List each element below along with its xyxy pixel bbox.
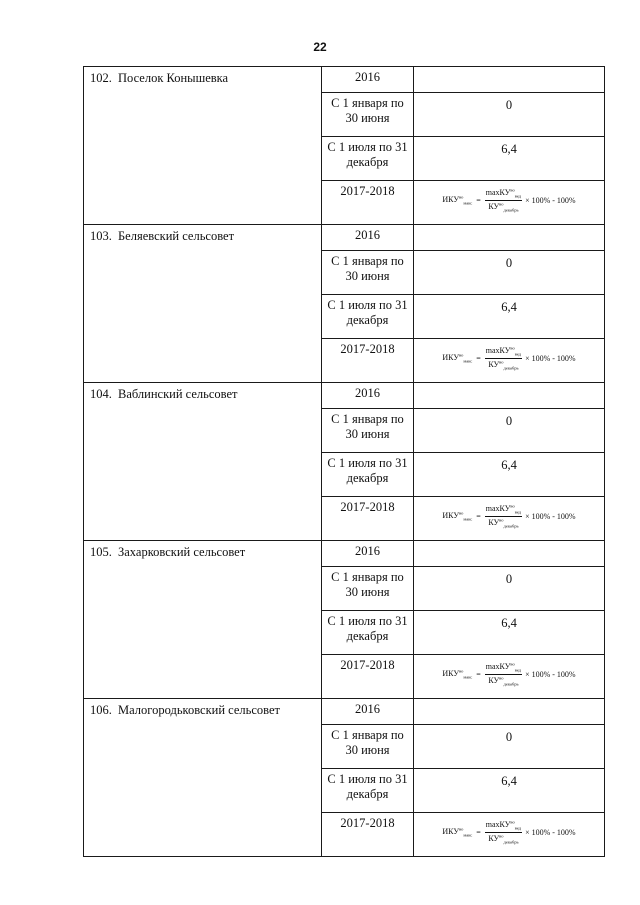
period-cell: 2016: [322, 67, 414, 93]
period-cell: С 1 января по 30 июня: [322, 93, 414, 137]
period-cell: С 1 июля по 31 декабря: [322, 453, 414, 497]
row-number: 106.: [90, 703, 112, 717]
value-cell: 0: [414, 409, 605, 453]
formula-numerator: maxКУ$^{во}_{вед}$: [485, 345, 522, 357]
period-cell: 2017-2018: [322, 813, 414, 857]
formula-tail: × 100% - 100%: [525, 669, 576, 679]
row-number: 103.: [90, 229, 112, 243]
value-cell-empty: [414, 383, 605, 409]
formula-equals: =: [476, 195, 481, 205]
formula-numerator: maxКУ$^{во}_{вед}$: [485, 187, 522, 199]
municipality-name: Беляевский сельсовет: [118, 229, 235, 243]
formula-lhs: $ИКУ^{во}_{макс}$: [442, 194, 473, 206]
formula-tail: × 100% - 100%: [525, 511, 576, 521]
value-cell: 6,4: [414, 611, 605, 655]
formula-fraction: [485, 820, 522, 844]
formula-cell: [414, 655, 605, 699]
formula: [416, 504, 602, 528]
row-number: 104.: [90, 387, 112, 401]
formula-tail: × 100% - 100%: [525, 827, 576, 837]
table-row: [84, 699, 605, 725]
municipality-cell: [84, 383, 322, 541]
table-row: [84, 225, 605, 251]
formula-equals: =: [476, 511, 481, 521]
period-cell: 2016: [322, 541, 414, 567]
period-cell: С 1 июля по 31 декабря: [322, 611, 414, 655]
table-body: [84, 67, 605, 857]
value-cell-empty: [414, 541, 605, 567]
value-cell: 6,4: [414, 453, 605, 497]
period-cell: С 1 января по 30 июня: [322, 725, 414, 769]
formula-fraction: [485, 662, 522, 686]
page-number: 22: [313, 40, 327, 54]
value-cell: 6,4: [414, 137, 605, 181]
municipality-name: Ваблинский сельсовет: [118, 387, 238, 401]
value-cell: 0: [414, 567, 605, 611]
formula: [416, 662, 602, 686]
formula: [416, 188, 602, 212]
table-row: [84, 67, 605, 93]
period-cell: С 1 июля по 31 декабря: [322, 769, 414, 813]
formula-fraction: [485, 188, 522, 212]
row-number: 102.: [90, 71, 112, 85]
formula-fraction: [485, 346, 522, 370]
formula-cell: [414, 497, 605, 541]
formula-lhs: $ИКУ^{во}_{макс}$: [442, 510, 473, 522]
value-cell: 6,4: [414, 295, 605, 339]
period-cell: 2017-2018: [322, 497, 414, 541]
formula-cell: [414, 339, 605, 383]
formula-numerator: maxКУ$^{во}_{вед}$: [485, 819, 522, 831]
value-cell: 0: [414, 725, 605, 769]
period-cell: 2017-2018: [322, 655, 414, 699]
period-cell: 2016: [322, 225, 414, 251]
value-cell: 6,4: [414, 769, 605, 813]
formula-tail: × 100% - 100%: [525, 353, 576, 363]
formula-numerator: maxКУ$^{во}_{вед}$: [485, 661, 522, 673]
formula-denominator: $КУ^{во}_{декабрь}$: [488, 200, 519, 213]
formula-cell: [414, 813, 605, 857]
municipality-cell: [84, 541, 322, 699]
period-cell: 2017-2018: [322, 181, 414, 225]
formula-cell: [414, 181, 605, 225]
row-number: 105.: [90, 545, 112, 559]
formula-tail: × 100% - 100%: [525, 195, 576, 205]
value-cell: 0: [414, 93, 605, 137]
value-cell-empty: [414, 699, 605, 725]
formula-fraction: [485, 504, 522, 528]
formula-denominator: $КУ^{во}_{декабрь}$: [488, 516, 519, 529]
table-row: [84, 541, 605, 567]
period-cell: С 1 января по 30 июня: [322, 567, 414, 611]
table-row: [84, 383, 605, 409]
tariff-table: [83, 66, 605, 857]
municipality-name: Поселок Конышевка: [118, 71, 229, 85]
formula-numerator: maxКУ$^{во}_{вед}$: [485, 503, 522, 515]
formula-denominator: $КУ^{во}_{декабрь}$: [488, 358, 519, 371]
period-cell: С 1 июля по 31 декабря: [322, 295, 414, 339]
municipality-cell: [84, 225, 322, 383]
value-cell: 0: [414, 251, 605, 295]
formula-lhs: $ИКУ^{во}_{макс}$: [442, 668, 473, 680]
formula-equals: =: [476, 669, 481, 679]
formula-lhs: $ИКУ^{во}_{макс}$: [442, 352, 473, 364]
formula-lhs: $ИКУ^{во}_{макс}$: [442, 826, 473, 838]
municipality-cell: [84, 67, 322, 225]
period-cell: 2016: [322, 383, 414, 409]
period-cell: С 1 января по 30 июня: [322, 251, 414, 295]
formula: [416, 820, 602, 844]
formula-equals: =: [476, 353, 481, 363]
value-cell-empty: [414, 225, 605, 251]
municipality-name: Малогородьковский сельсовет: [118, 703, 280, 717]
value-cell-empty: [414, 67, 605, 93]
period-cell: С 1 января по 30 июня: [322, 409, 414, 453]
formula-denominator: $КУ^{во}_{декабрь}$: [488, 674, 519, 687]
period-cell: С 1 июля по 31 декабря: [322, 137, 414, 181]
formula-equals: =: [476, 827, 481, 837]
municipality-name: Захарковский сельсовет: [118, 545, 246, 559]
period-cell: 2016: [322, 699, 414, 725]
formula-denominator: $КУ^{во}_{декабрь}$: [488, 832, 519, 845]
formula: [416, 346, 602, 370]
municipality-cell: [84, 699, 322, 857]
period-cell: 2017-2018: [322, 339, 414, 383]
